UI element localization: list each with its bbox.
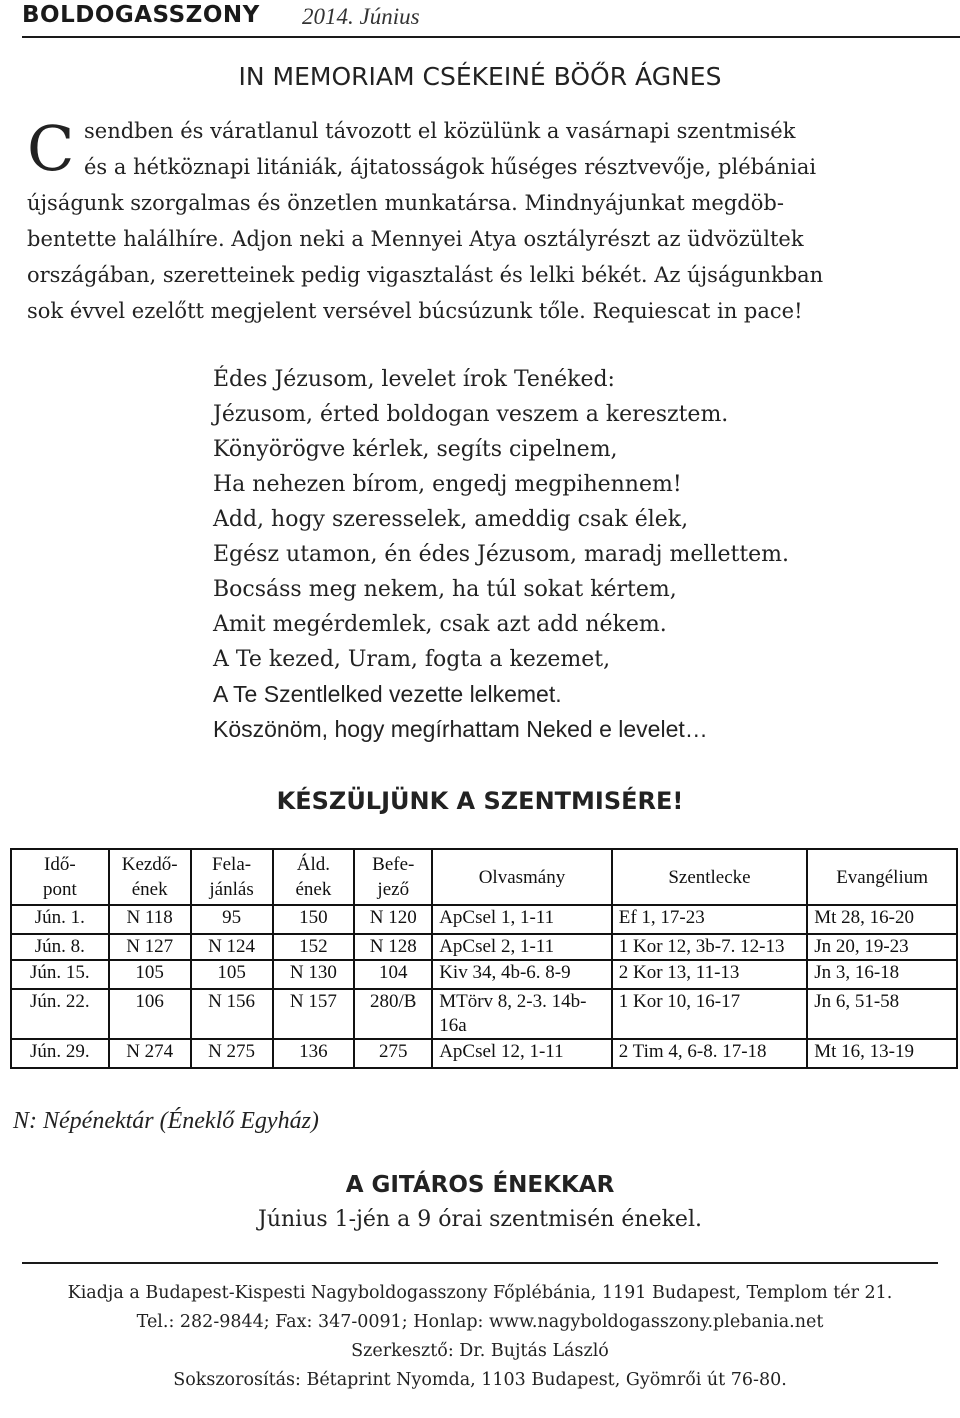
column-header-closing: Befe- jező [354, 849, 432, 905]
memoriam-line: sendben és váratlanul távozott el közülünk a vasárnapi szentmisék [84, 119, 796, 143]
cell-epistle: 2 Tim 4, 6-8. 17-18 [612, 1039, 807, 1068]
column-header-epistle: Szentlecke [612, 849, 807, 905]
poem-line: Ha nehezen bírom, engedj megpihennem! [213, 472, 682, 497]
cell-date: Jún. 15. [11, 960, 109, 989]
column-header-reading: Olvasmány [432, 849, 612, 905]
cell-entrance: N 127 [109, 934, 191, 960]
memoriam-line: és a hétköznapi litániák, ájtatosságok hűséges résztvevője, plébániai [84, 155, 817, 179]
cell-date: Jún. 22. [11, 989, 109, 1039]
memoriam-text [27, 113, 942, 329]
column-header-entrance: Kezdő- ének [109, 849, 191, 905]
footer-line: Sokszorosítás: Bétaprint Nyomda, 1103 Budapest, Gyömrői út 76-80. [173, 1370, 787, 1390]
cell-closing: N 120 [354, 905, 432, 934]
cell-offertory: N 156 [191, 989, 273, 1039]
column-header-offertory: Fela- jánlás [191, 849, 273, 905]
column-header-gospel: Evangélium [807, 849, 957, 905]
cell-entrance: N 274 [109, 1039, 191, 1068]
drop-cap: C [27, 112, 75, 185]
cell-entrance: N 118 [109, 905, 191, 934]
table-header-row [11, 849, 957, 905]
cell-blessing: 152 [273, 934, 355, 960]
mass-schedule-table [10, 848, 958, 1069]
choir-title: A GITÁROS ÉNEKKAR [345, 1172, 615, 1198]
header-rule [22, 36, 960, 38]
cell-offertory: 95 [191, 905, 273, 934]
cell-closing: N 128 [354, 934, 432, 960]
footer-line: Tel.: 282-9844; Fax: 347-0091; Honlap: www.nagyboldogasszony.plebania.net [136, 1312, 824, 1332]
cell-entrance: 105 [109, 960, 191, 989]
cell-closing: 280/B [354, 989, 432, 1039]
cell-offertory: N 124 [191, 934, 273, 960]
memoriam-line: bentette halálhíre. Adjon neki a Mennyei Atya osztályrészt az üdvözültek [27, 227, 804, 251]
column-header-blessing: Áld. ének [273, 849, 355, 905]
memoriam-title: IN MEMORIAM CSÉKEINÉ BÖŐR ÁGNES [238, 62, 722, 91]
memoriam-line: újságunk szorgalmas és önzetlen munkatársa. Mindnyájunkat megdöb- [27, 191, 784, 215]
footer-line: Kiadja a Budapest-Kispesti Nagyboldogasszony Főplébánia, 1191 Budapest, Templom tér 21. [67, 1283, 893, 1303]
column-header-time: Idő- pont [11, 849, 109, 905]
cell-reading: Kiv 34, 4b-6. 8-9 [432, 960, 612, 989]
table-row [11, 960, 957, 989]
cell-gospel: Jn 6, 51-58 [807, 989, 957, 1039]
poem-line: Köszönöm, hogy megírhattam Neked e levelet… [213, 716, 708, 742]
poem-line: Add, hogy szeresselek, ameddig csak élek, [213, 507, 689, 532]
cell-closing: 275 [354, 1039, 432, 1068]
poem-line: A Te Szentlelked vezette lelkemet. [213, 681, 562, 707]
cell-reading: ApCsel 12, 1-11 [432, 1039, 612, 1068]
cell-offertory: 105 [191, 960, 273, 989]
cell-epistle: 1 Kor 12, 3b-7. 12-13 [612, 934, 807, 960]
cell-reading: ApCsel 1, 1-11 [432, 905, 612, 934]
poem-line: Jézusom, érted boldogan veszem a keresztem. [213, 402, 729, 427]
memoriam-line: országában, szeretteinek pedig vigasztalást és lelki békét. Az újságunkban [27, 263, 824, 287]
footer-line: Szerkesztő: Dr. Bujtás László [351, 1341, 609, 1361]
page-header [22, 2, 960, 38]
cell-epistle: Ef 1, 17-23 [612, 905, 807, 934]
poem-line: A Te kezed, Uram, fogta a kezemet, [213, 647, 611, 672]
cell-offertory: N 275 [191, 1039, 273, 1068]
cell-blessing: 136 [273, 1039, 355, 1068]
table-row [11, 934, 957, 960]
table-row [11, 989, 957, 1039]
cell-epistle: 1 Kor 10, 16-17 [612, 989, 807, 1039]
cell-blessing: 150 [273, 905, 355, 934]
memoriam-line: sok évvel ezelőtt megjelent versével búcsúzunk tőle. Requiescat in pace! [27, 299, 803, 323]
cell-reading: MTörv 8, 2-3. 14b-16a [432, 989, 612, 1039]
schedule-title: KÉSZÜLJÜNK A SZENTMISÉRE! [276, 787, 684, 815]
hymnal-note: N: Népénektár (Éneklő Egyház) [13, 1108, 319, 1134]
cell-closing: 104 [354, 960, 432, 989]
cell-blessing: N 130 [273, 960, 355, 989]
cell-gospel: Jn 20, 19-23 [807, 934, 957, 960]
poem-line: Édes Jézusom, levelet írok Tenéked: [213, 367, 615, 392]
footer-rule [22, 1262, 938, 1264]
newsletter-brand: BOLDOGASSZONY [22, 2, 260, 28]
publisher-footer [0, 1279, 960, 1395]
choir-text: Június 1-jén a 9 órai szentmisén énekel. [258, 1207, 702, 1232]
poem-line: Bocsáss meg nekem, ha túl sokat kértem, [213, 577, 677, 602]
table-row [11, 905, 957, 934]
table-row [11, 1039, 957, 1068]
poem-line: Könyörögve kérlek, segíts cipelnem, [213, 437, 618, 462]
cell-gospel: Mt 16, 13-19 [807, 1039, 957, 1068]
poem [213, 362, 913, 747]
cell-entrance: 106 [109, 989, 191, 1039]
cell-gospel: Mt 28, 16-20 [807, 905, 957, 934]
poem-line: Amit megérdemlek, csak azt add nékem. [213, 612, 667, 637]
cell-reading: ApCsel 2, 1-11 [432, 934, 612, 960]
cell-date: Jún. 29. [11, 1039, 109, 1068]
cell-epistle: 2 Kor 13, 11-13 [612, 960, 807, 989]
poem-line: Egész utamon, én édes Jézusom, maradj mellettem. [213, 542, 790, 567]
cell-gospel: Jn 3, 16-18 [807, 960, 957, 989]
cell-date: Jún. 8. [11, 934, 109, 960]
cell-blessing: N 157 [273, 989, 355, 1039]
issue-date: 2014. Június [302, 4, 420, 29]
cell-date: Jún. 1. [11, 905, 109, 934]
